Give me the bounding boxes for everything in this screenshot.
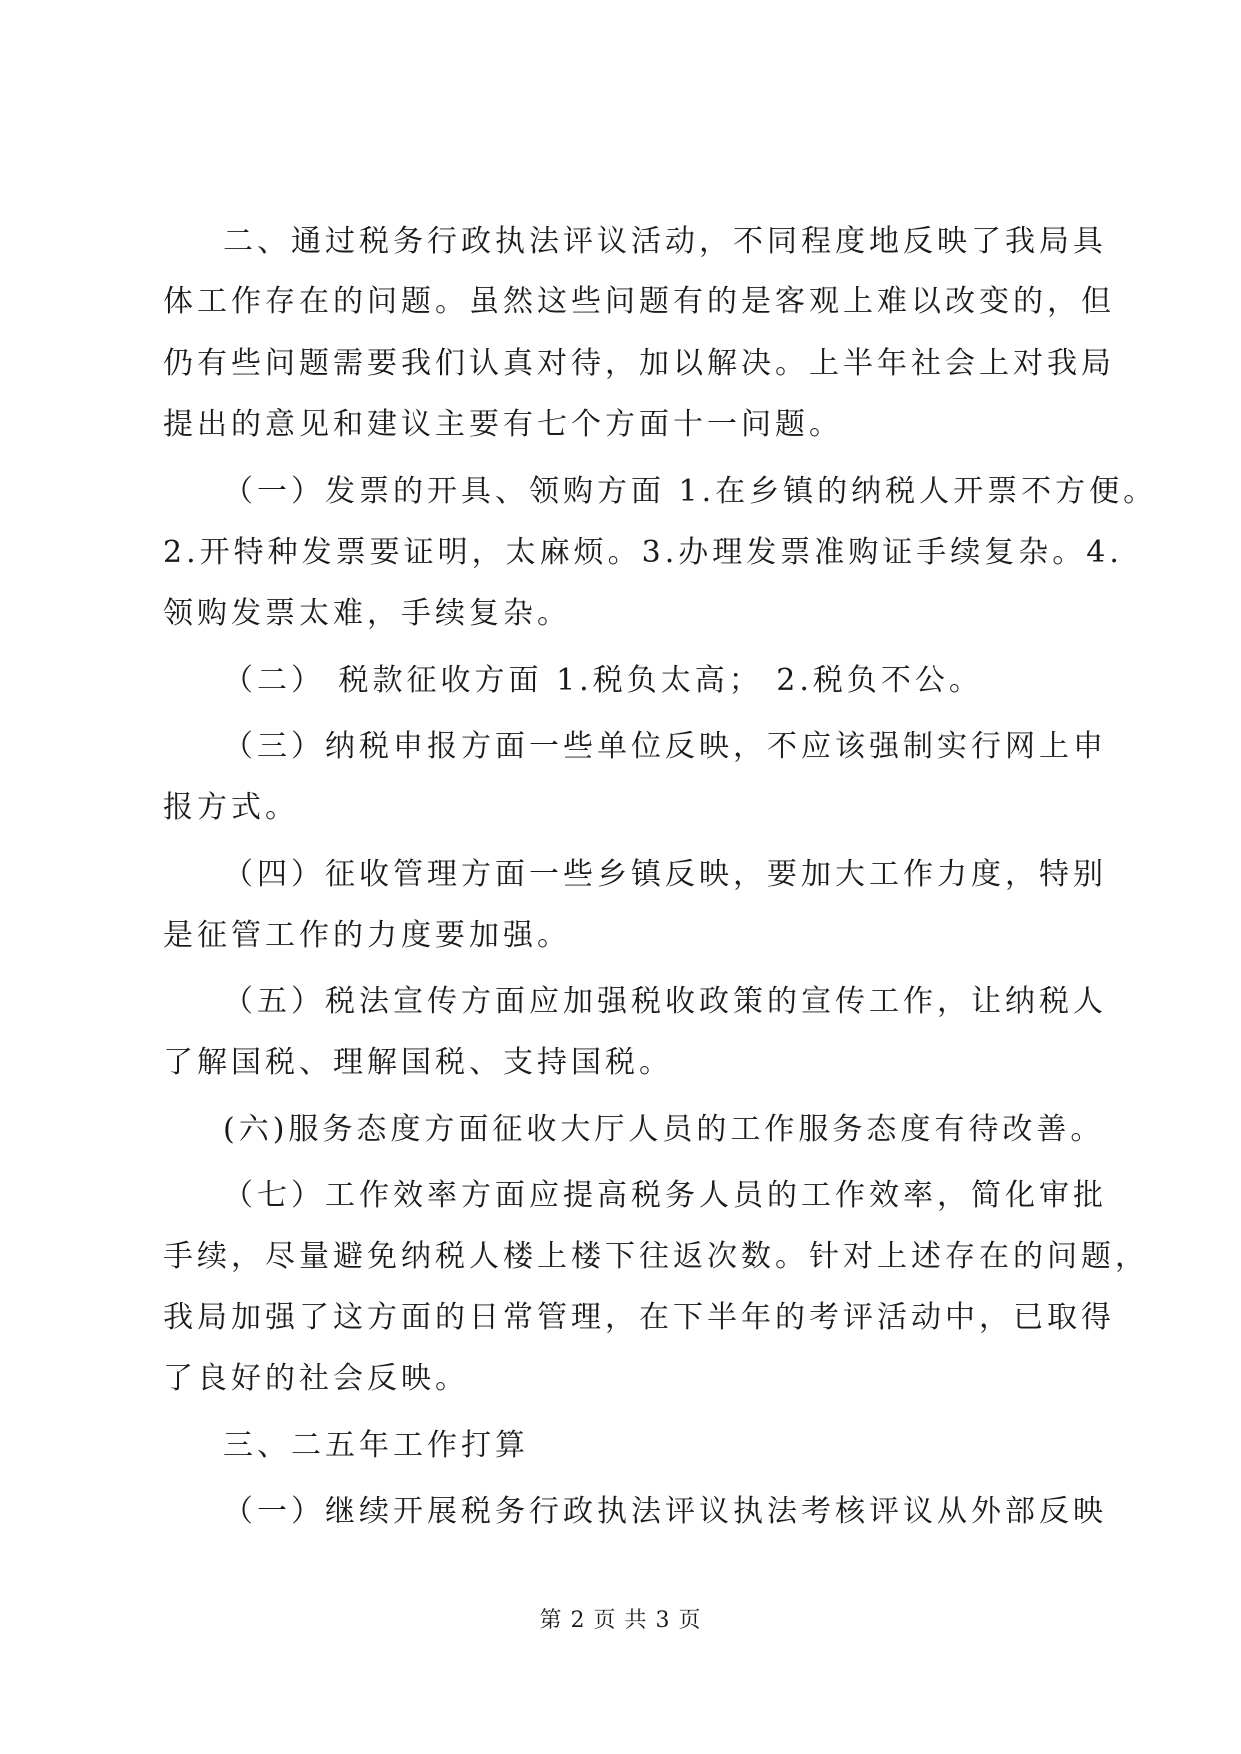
text-line: 领购发票太难，手续复杂。: [163, 596, 571, 631]
text-line: 手续，尽量避免纳税人楼上楼下往返次数。针对上述存在的问题，: [163, 1239, 1149, 1274]
text-line: （四）征收管理方面一些乡镇反映，要加大工作力度，特别: [223, 857, 1107, 892]
text-line: 我局加强了这方面的日常管理，在下半年的考评活动中，已取得: [163, 1300, 1115, 1335]
text-line: 了良好的社会反映。: [163, 1361, 469, 1396]
text-line: （七）工作效率方面应提高税务人员的工作效率，简化审批: [223, 1178, 1107, 1213]
text-line: （三）纳税申报方面一些单位反映，不应该强制实行网上申: [223, 729, 1107, 764]
text-line: （二） 税款征收方面 1.税负太高； 2.税负不公。: [223, 663, 983, 698]
text-line: （五）税法宣传方面应加强税收政策的宣传工作，让纳税人: [223, 984, 1107, 1019]
text-line: 二、通过税务行政执法评议活动，不同程度地反映了我局具: [223, 224, 1107, 259]
text-line: （一）发票的开具、领购方面 1.在乡镇的纳税人开票不方便。: [223, 474, 1158, 509]
text-line: 三、二五年工作打算: [223, 1428, 529, 1463]
page-footer: 第 2 页 共 3 页: [539, 1608, 702, 1633]
text-line: 了解国税、理解国税、支持国税。: [163, 1045, 673, 1080]
text-line: 是征管工作的力度要加强。: [163, 918, 571, 953]
text-line: （一）继续开展税务行政执法评议执法考核评议从外部反映: [223, 1494, 1107, 1529]
text-line: 仍有些问题需要我们认真对待，加以解决。上半年社会上对我局: [163, 346, 1115, 381]
text-line: (六)服务态度方面征收大厅人员的工作服务态度有待改善。: [223, 1112, 1105, 1147]
text-line: 体工作存在的问题。虽然这些问题有的是客观上难以改变的，但: [163, 284, 1115, 319]
text-line: 报方式。: [163, 790, 299, 825]
text-line: 提出的意见和建议主要有七个方面十一问题。: [163, 407, 843, 442]
text-line: 2.开特种发票要证明，太麻烦。3.办理发票准购证手续复杂。4.: [163, 535, 1123, 570]
